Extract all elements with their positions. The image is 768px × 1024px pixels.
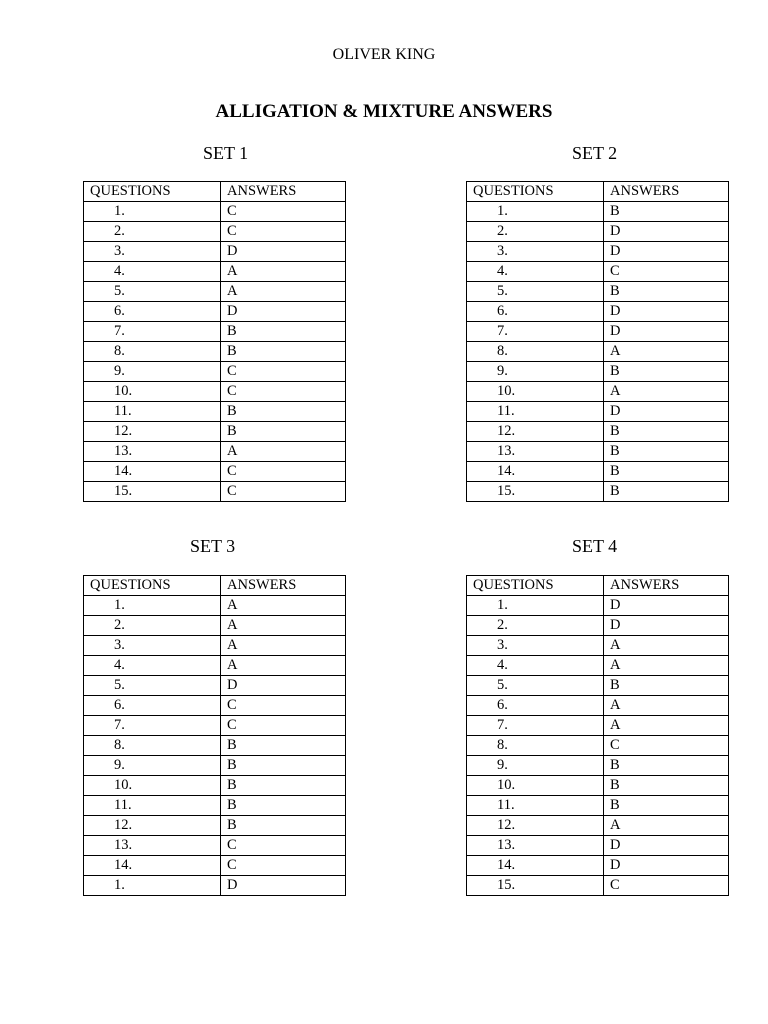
answer-cell: D [604, 222, 729, 242]
table-header-row [84, 182, 346, 202]
answer-cell: A [604, 696, 729, 716]
table-row [84, 736, 346, 756]
table-row [467, 676, 729, 696]
answer-cell: A [604, 716, 729, 736]
question-number-cell: 4. [84, 262, 221, 282]
answer-cell: D [221, 676, 346, 696]
question-number-cell: 6. [84, 696, 221, 716]
table-header-row [467, 576, 729, 596]
answer-cell: C [221, 482, 346, 502]
table-row [84, 676, 346, 696]
table-row [467, 856, 729, 876]
answers-column-header: ANSWERS [604, 576, 729, 596]
question-number-cell: 10. [467, 382, 604, 402]
answer-cell: C [221, 362, 346, 382]
set-2-table [466, 181, 729, 502]
answer-cell: D [604, 302, 729, 322]
answer-cell: B [604, 776, 729, 796]
set-1-table [83, 181, 346, 502]
table-row [84, 636, 346, 656]
question-number-cell: 7. [84, 322, 221, 342]
answer-cell: D [221, 302, 346, 322]
table-row [467, 482, 729, 502]
page-title: ALLIGATION & MIXTURE ANSWERS [215, 101, 553, 122]
table-row [84, 716, 346, 736]
table-header-row [84, 576, 346, 596]
question-number-cell: 13. [467, 442, 604, 462]
question-number-cell: 12. [84, 816, 221, 836]
answer-cell: C [221, 202, 346, 222]
answer-cell: D [221, 876, 346, 896]
questions-column-header: QUESTIONS [84, 182, 221, 202]
question-number-cell: 4. [467, 262, 604, 282]
question-number-cell: 7. [467, 716, 604, 736]
question-number-cell: 11. [467, 402, 604, 422]
table-row [84, 242, 346, 262]
table-row [84, 876, 346, 896]
set-4-heading: SET 4 [572, 536, 618, 556]
answer-cell: C [221, 836, 346, 856]
table-row [84, 656, 346, 676]
answer-cell: D [604, 616, 729, 636]
table-row [467, 422, 729, 442]
answer-cell: B [604, 482, 729, 502]
answer-cell: B [221, 736, 346, 756]
table-row [467, 322, 729, 342]
table-row [467, 776, 729, 796]
table-row [467, 736, 729, 756]
table-row [467, 816, 729, 836]
set-3-table [83, 575, 346, 896]
answer-cell: A [221, 636, 346, 656]
table-row [467, 636, 729, 656]
table-row [84, 282, 346, 302]
question-number-cell: 7. [84, 716, 221, 736]
answer-cell: A [604, 636, 729, 656]
answer-cell: C [221, 696, 346, 716]
answer-cell: B [221, 402, 346, 422]
table-row [84, 222, 346, 242]
table-row [84, 442, 346, 462]
answer-cell: D [604, 322, 729, 342]
table-row [84, 856, 346, 876]
answer-cell: B [221, 796, 346, 816]
question-number-cell: 8. [467, 342, 604, 362]
answer-cell: C [221, 716, 346, 736]
question-number-cell: 15. [467, 482, 604, 502]
table-row [467, 596, 729, 616]
table-row [467, 442, 729, 462]
answer-cell: A [221, 442, 346, 462]
answers-column-header: ANSWERS [221, 576, 346, 596]
question-number-cell: 11. [84, 796, 221, 816]
questions-column-header: QUESTIONS [84, 576, 221, 596]
table-row [467, 402, 729, 422]
answer-cell: C [604, 876, 729, 896]
table-row [467, 876, 729, 896]
author-name: OLIVER KING [332, 46, 436, 63]
answer-cell: A [604, 816, 729, 836]
table-header-row [467, 182, 729, 202]
table-row [467, 242, 729, 262]
question-number-cell: 3. [467, 636, 604, 656]
questions-column-header: QUESTIONS [467, 576, 604, 596]
question-number-cell: 13. [467, 836, 604, 856]
question-number-cell: 7. [467, 322, 604, 342]
answer-cell: B [221, 756, 346, 776]
table-row [467, 282, 729, 302]
answer-cell: A [604, 656, 729, 676]
table-row [84, 462, 346, 482]
table-row [467, 202, 729, 222]
answer-cell: A [604, 342, 729, 362]
answer-cell: B [221, 322, 346, 342]
table-row [84, 402, 346, 422]
answer-cell: C [604, 262, 729, 282]
question-number-cell: 10. [84, 382, 221, 402]
question-number-cell: 4. [84, 656, 221, 676]
answer-cell: D [604, 856, 729, 876]
answer-cell: A [221, 616, 346, 636]
table-row [467, 616, 729, 636]
question-number-cell: 1. [467, 596, 604, 616]
question-number-cell: 11. [84, 402, 221, 422]
answer-cell: B [604, 362, 729, 382]
set-1-heading: SET 1 [203, 143, 249, 163]
answer-cell: A [604, 382, 729, 402]
question-number-cell: 2. [467, 616, 604, 636]
question-number-cell: 9. [84, 362, 221, 382]
table-row [467, 262, 729, 282]
answer-cell: A [221, 656, 346, 676]
question-number-cell: 3. [84, 242, 221, 262]
question-number-cell: 11. [467, 796, 604, 816]
answer-cell: B [221, 422, 346, 442]
table-row [84, 816, 346, 836]
table-row [467, 696, 729, 716]
table-row [84, 796, 346, 816]
question-number-cell: 9. [467, 362, 604, 382]
answer-cell: B [604, 202, 729, 222]
answer-cell: B [604, 282, 729, 302]
answer-cell: B [221, 342, 346, 362]
table-row [84, 342, 346, 362]
table-row [467, 462, 729, 482]
questions-column-header: QUESTIONS [467, 182, 604, 202]
set-2-heading: SET 2 [572, 143, 618, 163]
table-row [467, 716, 729, 736]
answer-cell: B [221, 816, 346, 836]
answer-cell: C [221, 462, 346, 482]
table-row [467, 222, 729, 242]
table-row [84, 262, 346, 282]
question-number-cell: 14. [84, 462, 221, 482]
question-number-cell: 8. [467, 736, 604, 756]
question-number-cell: 15. [467, 876, 604, 896]
question-number-cell: 1. [84, 876, 221, 896]
table-row [467, 796, 729, 816]
table-row [84, 756, 346, 776]
table-row [84, 696, 346, 716]
answer-cell: B [604, 796, 729, 816]
answers-column-header: ANSWERS [604, 182, 729, 202]
table-row [467, 382, 729, 402]
answer-cell: D [604, 402, 729, 422]
table-row [467, 362, 729, 382]
question-number-cell: 13. [84, 442, 221, 462]
table-row [84, 302, 346, 322]
question-number-cell: 12. [467, 422, 604, 442]
set-3-heading: SET 3 [190, 536, 236, 556]
answer-cell: C [221, 382, 346, 402]
question-number-cell: 1. [467, 202, 604, 222]
question-number-cell: 2. [467, 222, 604, 242]
answer-cell: D [604, 596, 729, 616]
question-number-cell: 3. [84, 636, 221, 656]
answer-cell: D [604, 836, 729, 856]
question-number-cell: 10. [84, 776, 221, 796]
answer-cell: C [221, 856, 346, 876]
question-number-cell: 15. [84, 482, 221, 502]
question-number-cell: 1. [84, 596, 221, 616]
question-number-cell: 2. [84, 222, 221, 242]
question-number-cell: 2. [84, 616, 221, 636]
question-number-cell: 8. [84, 342, 221, 362]
answer-cell: B [604, 756, 729, 776]
question-number-cell: 6. [467, 302, 604, 322]
question-number-cell: 4. [467, 656, 604, 676]
question-number-cell: 13. [84, 836, 221, 856]
answer-cell: A [221, 596, 346, 616]
table-row [84, 362, 346, 382]
question-number-cell: 12. [84, 422, 221, 442]
answer-cell: C [221, 222, 346, 242]
table-row [467, 302, 729, 322]
answers-column-header: ANSWERS [221, 182, 346, 202]
answer-cell: A [221, 262, 346, 282]
question-number-cell: 3. [467, 242, 604, 262]
question-number-cell: 14. [84, 856, 221, 876]
answer-cell: A [221, 282, 346, 302]
answer-cell: D [604, 242, 729, 262]
table-row [84, 616, 346, 636]
table-row [84, 596, 346, 616]
question-number-cell: 5. [467, 282, 604, 302]
question-number-cell: 10. [467, 776, 604, 796]
table-row [84, 422, 346, 442]
answer-cell: B [604, 442, 729, 462]
question-number-cell: 8. [84, 736, 221, 756]
question-number-cell: 9. [84, 756, 221, 776]
table-row [84, 836, 346, 856]
table-row [84, 482, 346, 502]
question-number-cell: 14. [467, 856, 604, 876]
table-row [467, 836, 729, 856]
table-row [84, 382, 346, 402]
question-number-cell: 6. [467, 696, 604, 716]
table-row [84, 202, 346, 222]
answer-cell: B [604, 422, 729, 442]
question-number-cell: 6. [84, 302, 221, 322]
set-4-table [466, 575, 729, 896]
question-number-cell: 5. [84, 676, 221, 696]
answer-cell: B [604, 462, 729, 482]
question-number-cell: 14. [467, 462, 604, 482]
question-number-cell: 9. [467, 756, 604, 776]
table-row [467, 656, 729, 676]
question-number-cell: 12. [467, 816, 604, 836]
answer-cell: B [221, 776, 346, 796]
table-row [467, 756, 729, 776]
answer-cell: C [604, 736, 729, 756]
table-row [467, 342, 729, 362]
answer-cell: B [604, 676, 729, 696]
question-number-cell: 5. [467, 676, 604, 696]
table-row [84, 776, 346, 796]
table-row [84, 322, 346, 342]
question-number-cell: 1. [84, 202, 221, 222]
question-number-cell: 5. [84, 282, 221, 302]
answer-cell: D [221, 242, 346, 262]
